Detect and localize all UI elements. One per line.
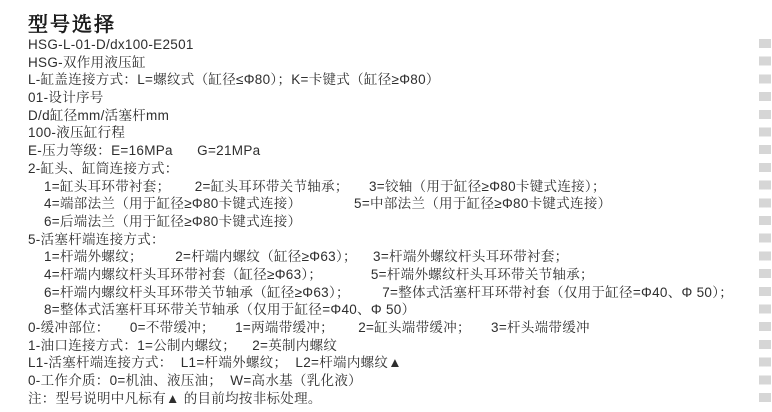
spec-line-bore-rod: D/d缸径mm/活塞杆mm xyxy=(28,107,170,123)
spec-line-design-number: 01-设计序号 xyxy=(28,90,104,106)
spec-line-head-options-2: 4=端部法兰（用于缸径≥Φ80卡键式连接） 5=中部法兰（用于缸径≥Φ80卡键式连接） xyxy=(44,196,612,212)
spec-line-head-options-1: 1=缸头耳环带衬套； 2=缸头耳环带关节轴承； 3=铰轴（用于缸径≥Φ80卡键式连接）； xyxy=(44,178,606,194)
spec-line-note: 注：型号说明中凡标有▲ 的目前均按非标处理。 xyxy=(28,390,322,406)
spec-line-rod-end-connection: 5-活塞杆端连接方式： xyxy=(28,231,165,247)
spec-line-pressure-grade: E-压力等级：E=16MPa G=21MPa xyxy=(28,143,261,159)
spec-line-cap-connection: L-缸盖连接方式：L=螺纹式（缸径≤Φ80）；K=卡键式（缸径≥Φ80） xyxy=(28,72,440,88)
spec-line-series: HSG-双作用液压缸 xyxy=(28,54,146,70)
spec-line-rod-options-4: 8=整体式活塞杆耳环带关节轴承（仅用于缸径=Φ40、Φ 50） xyxy=(44,302,416,318)
spec-line-head-connection: 2-缸头、缸筒连接方式： xyxy=(28,160,179,176)
spec-line-rod-options-1: 1=杆端外螺纹； 2=杆端内螺纹（缸径≥Φ63）； 3=杆端外螺纹杆头耳环带衬套； xyxy=(44,249,569,265)
spec-line-rod-options-2: 4=杆端内螺纹杆头耳环带衬套（缸径≥Φ63）； 5=杆端外螺纹杆头耳环带关节轴承； xyxy=(44,266,594,282)
spec-line-cushion-position: 0-缓冲部位： 0=不带缓冲； 1=两端带缓冲； 2=缸头端带缓冲； 3=杆头端带缓冲 xyxy=(28,320,590,335)
spec-line-rod-thread-type: L1-活塞杆端连接方式： L1=杆端外螺纹； L2=杆端内螺纹▲ xyxy=(28,355,402,371)
clipped-column-fragments xyxy=(759,39,771,406)
spec-line-port-connection: 1-油口连接方式：1=公制内螺纹； 2=英制内螺纹 xyxy=(28,337,338,353)
spec-line-working-medium: 0-工作介质：0=机油、液压油； W=高水基（乳化液） xyxy=(28,373,362,389)
page-title: 型号选择 xyxy=(28,14,116,36)
spec-line-model-code: HSG-L-01-D/dx100-E2501 xyxy=(28,37,194,52)
spec-text-block xyxy=(28,36,756,407)
spec-line-head-options-3: 6=后端法兰（用于缸径≥Φ80卡键式连接） xyxy=(44,213,302,229)
spec-line-rod-options-3: 6=杆端内螺纹杆头耳环带关节轴承（缸径≥Φ63）； 7=整体式活塞杆耳环带衬套（仅用于缸径=Φ40、Φ 50）； xyxy=(44,284,734,300)
spec-line-stroke: 100-液压缸行程 xyxy=(28,125,126,141)
